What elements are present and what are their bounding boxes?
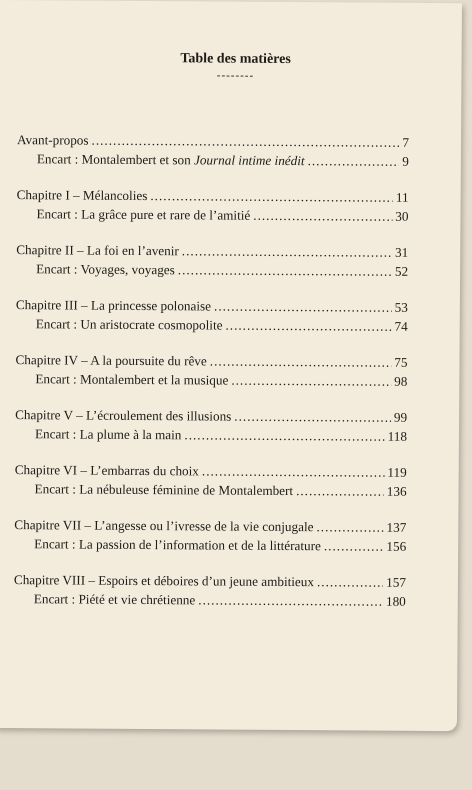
encart-title-text: Encart : Voyages, voyages	[36, 261, 175, 278]
leader-dots	[296, 481, 384, 501]
toc-group	[16, 185, 408, 226]
encart-title	[37, 149, 305, 170]
toc-entry-encart	[16, 204, 408, 226]
title-rule: --------	[216, 69, 255, 82]
page-number: 30	[395, 208, 409, 224]
encart-title-italic: Journal intime inédit	[193, 152, 305, 169]
page-number: 156	[386, 538, 407, 554]
page-number: 136	[386, 483, 407, 499]
toc-entry-encart	[16, 259, 408, 281]
page-number: 74	[394, 318, 408, 334]
chapter-title: Chapitre I – Mélancolies	[16, 187, 148, 204]
page-number: 75	[394, 354, 408, 370]
leader-dots	[324, 536, 384, 555]
chapter-title: Chapitre VII – L’angesse ou l’ivresse de la vie conjugale	[14, 517, 314, 535]
leader-dots	[184, 425, 384, 445]
toc-group	[15, 460, 407, 501]
toc-entry-encart	[15, 424, 407, 446]
page-number: 31	[395, 244, 409, 260]
page-number: 11	[395, 189, 409, 205]
toc-entry-encart	[14, 589, 406, 611]
table-of-contents	[14, 130, 409, 628]
toc-group	[14, 515, 406, 556]
page-number: 180	[385, 593, 406, 609]
encart-title-text: Encart : La passion de l’information et de la littérature	[34, 536, 321, 554]
page-number: 118	[387, 428, 408, 444]
page-number: 137	[386, 519, 407, 535]
toc-group	[15, 405, 407, 446]
toc-entry-encart	[15, 479, 407, 501]
page-number: 52	[394, 263, 409, 279]
encart-title-text: Encart : La nébuleuse féminine de Montalembert	[34, 481, 294, 499]
leader-dots	[182, 241, 392, 261]
encart-title-text: Encart : Piété et vie chrétienne	[33, 591, 196, 608]
toc-group	[14, 570, 406, 611]
chapter-title: Chapitre IV – A la poursuite du rêve	[15, 352, 207, 369]
chapter-title: Chapitre II – La foi en l’avenir	[16, 242, 179, 259]
leader-dots	[225, 316, 391, 336]
encart-title	[36, 314, 223, 334]
leader-dots	[308, 151, 400, 171]
page-number: 7	[402, 134, 410, 150]
encart-title-text: Encart : Montalembert et la musique	[35, 371, 229, 388]
encart-title	[35, 424, 182, 444]
toc-entry-encart	[14, 534, 406, 556]
leader-dots	[150, 186, 393, 207]
page-number: 9	[402, 153, 409, 169]
leader-dots	[317, 572, 383, 591]
chapter-title: Chapitre V – L’écroulement des illusions	[15, 407, 232, 424]
encart-title	[35, 369, 228, 389]
toc-group	[16, 295, 408, 336]
page-number: 53	[394, 299, 408, 315]
leader-dots	[198, 590, 383, 610]
encart-title-text: Encart : La grâce pure et rare de l’amitié	[36, 206, 251, 223]
page-number: 99	[393, 409, 408, 425]
encart-title	[34, 534, 321, 555]
leader-dots	[214, 297, 392, 317]
leader-dots	[210, 351, 392, 371]
toc-group	[17, 130, 409, 171]
encart-title	[36, 259, 175, 279]
toc-entry-encart	[17, 149, 409, 171]
page-number: 157	[386, 574, 406, 590]
leader-dots	[178, 260, 392, 280]
encart-title-text: Encart : Montalembert et son	[36, 151, 195, 168]
toc-group	[15, 350, 407, 391]
leader-dots	[231, 371, 391, 391]
encart-title-text: Encart : Un aristocrate cosmopolite	[35, 316, 223, 333]
page-number: 98	[394, 373, 408, 389]
encart-title-text: Encart : La plume à la main	[34, 426, 182, 443]
chapter-title: Avant-propos	[16, 132, 89, 148]
leader-dots	[202, 461, 385, 481]
leader-dots	[92, 131, 400, 152]
leader-dots	[234, 407, 391, 427]
page-title: Table des matières	[180, 51, 291, 68]
leader-dots	[253, 206, 392, 226]
toc-group	[16, 240, 408, 281]
chapter-title: Chapitre VIII – Espoirs et déboires d’un jeune ambitieux	[13, 572, 315, 590]
leader-dots	[316, 517, 383, 536]
chapter-title: Chapitre III – La princesse polonaise	[15, 297, 212, 314]
toc-entry-encart	[16, 314, 408, 336]
encart-title	[34, 589, 196, 609]
encart-title	[36, 204, 250, 224]
chapter-title: Chapitre VI – L’embarras du choix	[14, 462, 199, 479]
toc-entry-encart	[15, 369, 407, 391]
encart-title	[35, 479, 294, 500]
page-number: 119	[387, 464, 407, 480]
